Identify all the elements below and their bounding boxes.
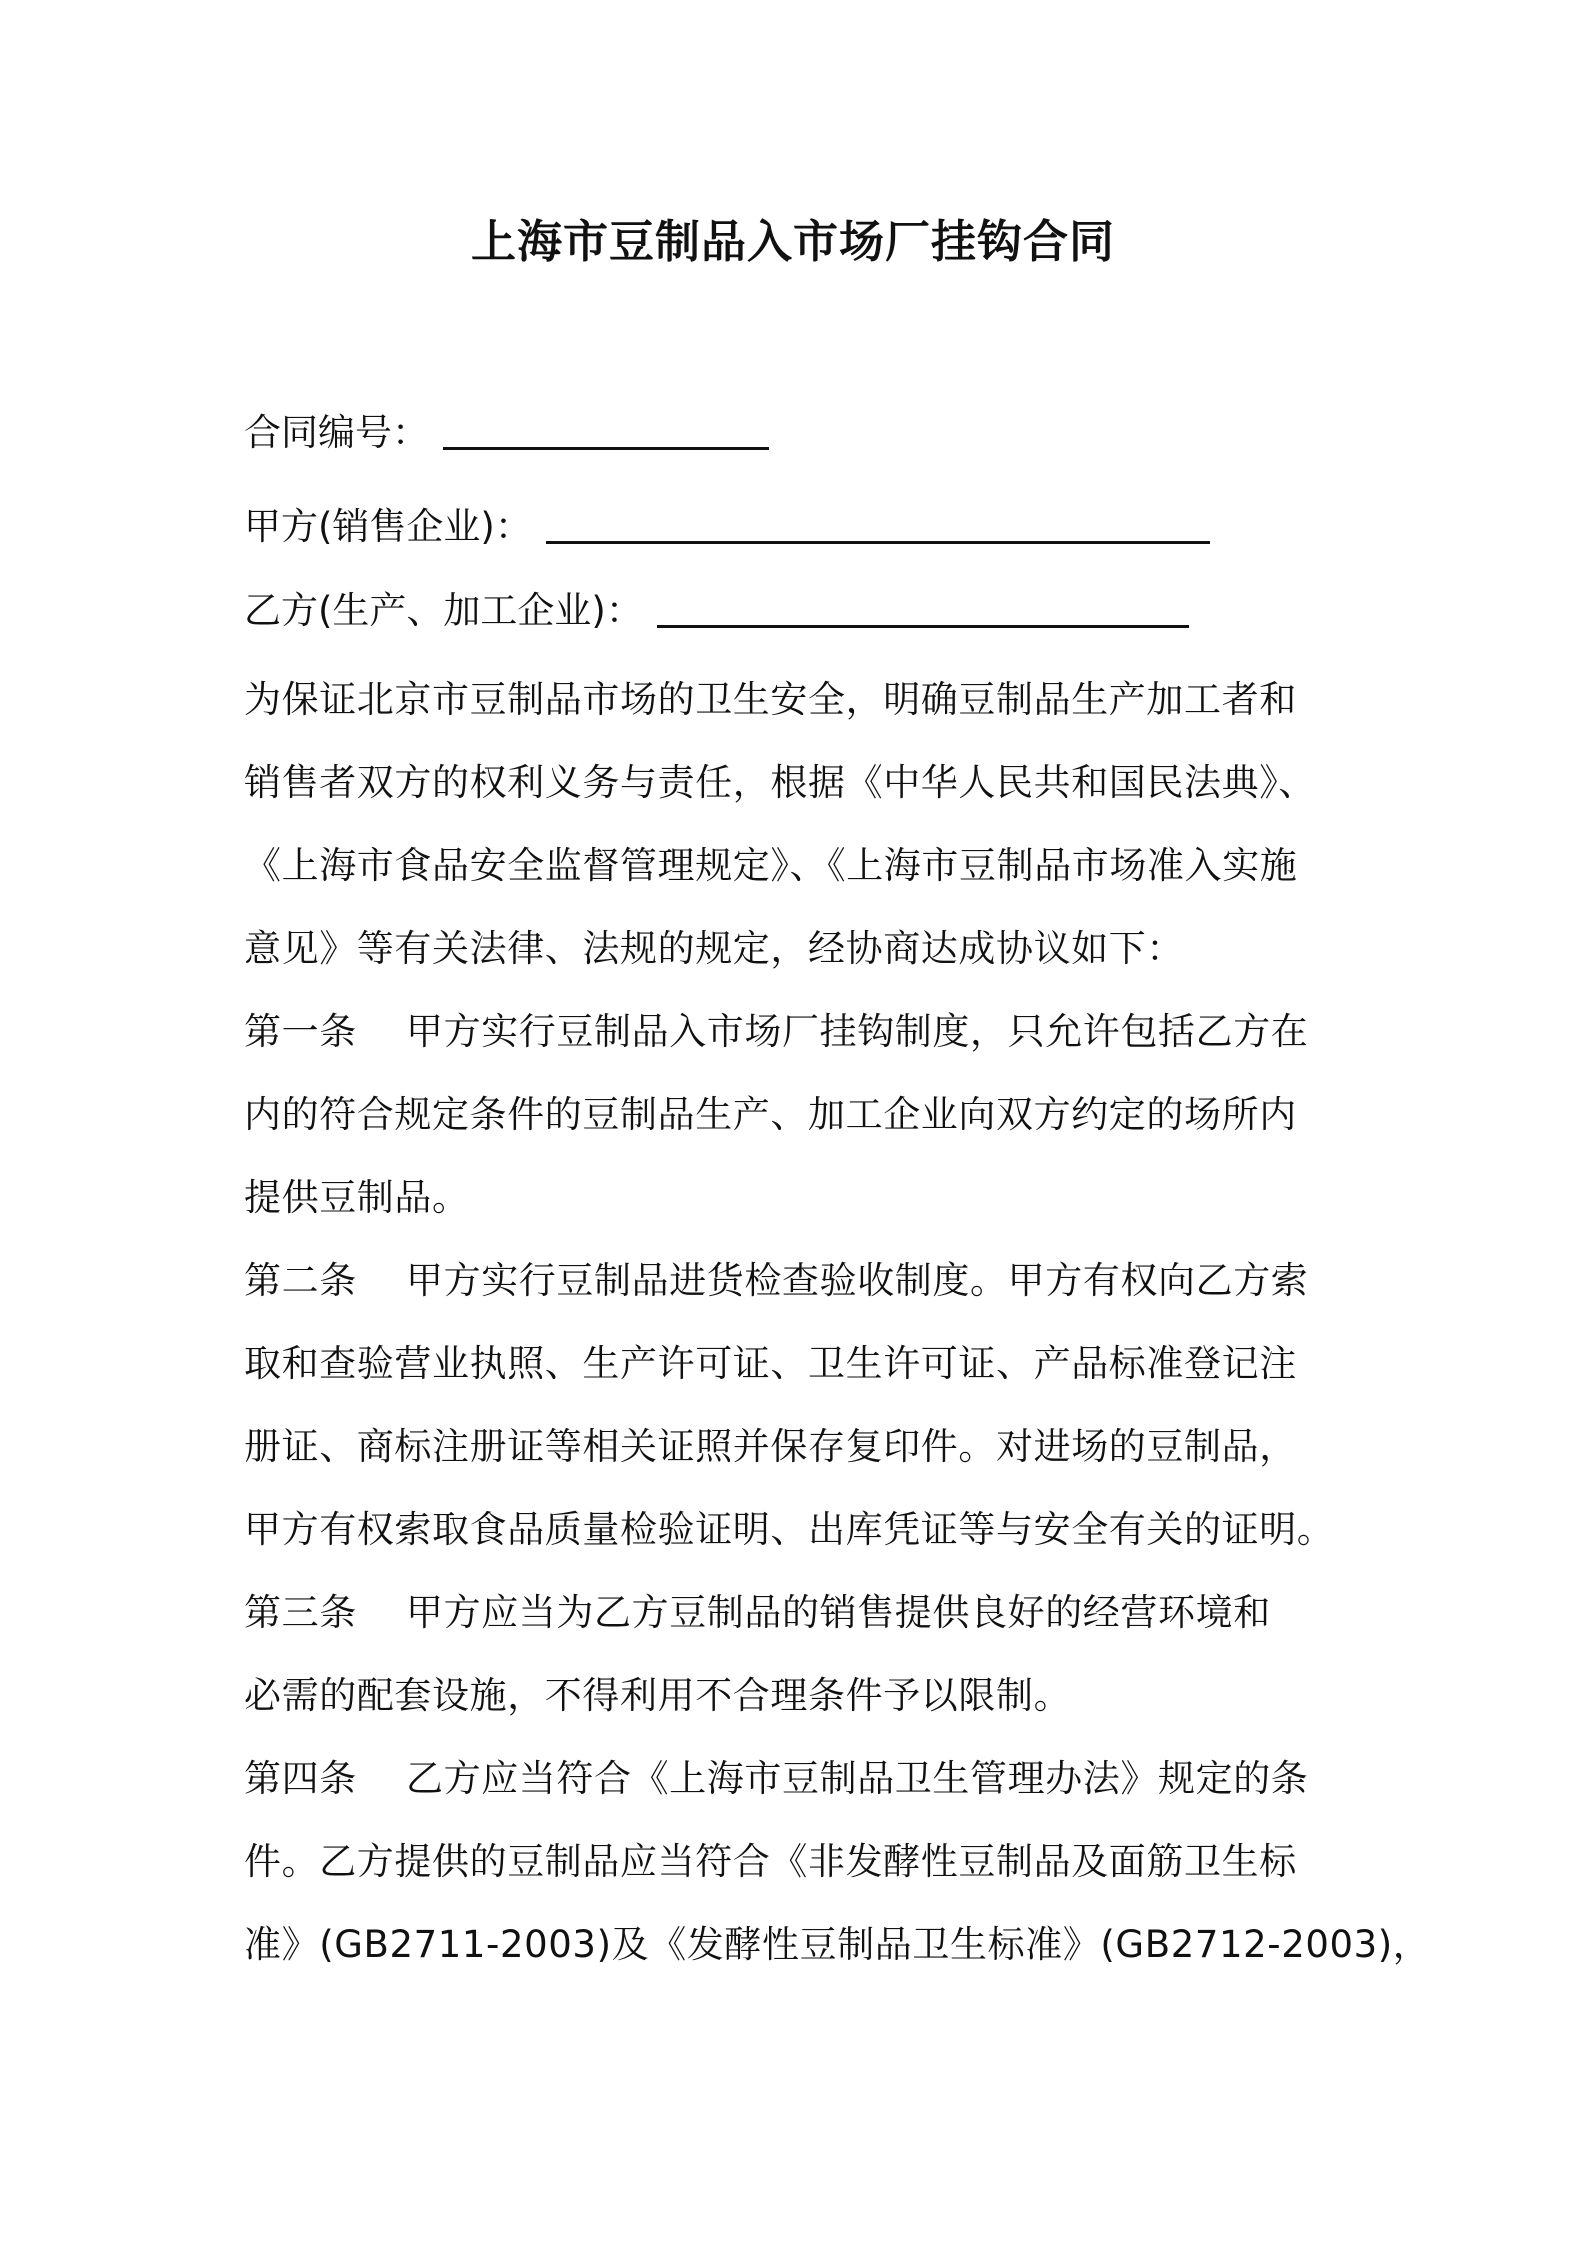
article-3-text: 甲方应当为乙方豆制品的销售提供良好的经营环境和: [406, 1591, 1271, 1634]
article-4-label: 第四条: [244, 1757, 357, 1800]
article-4-line: 准》(GB2711-2003)及《发酵性豆制品卫生标准》(GB2712-2003)，: [244, 1923, 1431, 1966]
article-2-label: 第二条: [244, 1259, 357, 1302]
preamble-line: 销售者双方的权利义务与责任，根据《中华人民共和国民法典》、: [244, 761, 1316, 804]
article-1-line: 内的符合规定条件的豆制品生产、加工企业向双方约定的场所内: [244, 1093, 1297, 1136]
preamble-line: 意见》等有关法律、法规的规定，经协商达成协议如下：: [244, 927, 1184, 970]
article-4-first-line: [244, 1737, 1372, 1820]
article-4-line: 件。乙方提供的豆制品应当符合《非发酵性豆制品及面筋卫生标: [244, 1840, 1297, 1883]
article-3-label: 第三条: [244, 1591, 357, 1634]
article-2-first-line: [244, 1239, 1372, 1322]
contract-number-field: [244, 408, 769, 458]
article-2-line: 甲方有权索取食品质量检验证明、出库凭证等与安全有关的证明。: [244, 1508, 1335, 1551]
article-3-line: 必需的配套设施，不得利用不合理条件予以限制。: [244, 1674, 1072, 1717]
contract-body: [244, 658, 1431, 1986]
party-b-field: [244, 586, 1189, 636]
article-1-text: 甲方实行豆制品入市场厂挂钩制度，只允许包括乙方在: [406, 1010, 1309, 1053]
article-2-line: 取和查验营业执照、生产许可证、卫生许可证、产品标准登记注: [244, 1342, 1297, 1385]
article-1-label: 第一条: [244, 1010, 357, 1053]
article-3-first-line: [244, 1571, 1372, 1654]
article-2-text: 甲方实行豆制品进货检查验收制度。甲方有权向乙方索: [406, 1259, 1309, 1302]
article-4-text: 乙方应当符合《上海市豆制品卫生管理办法》规定的条: [406, 1757, 1309, 1800]
contract-number-label: 合同编号：: [244, 411, 429, 454]
article-1-line: 提供豆制品。: [244, 1176, 470, 1219]
party-a-field: [244, 502, 1210, 552]
contract-number-blank: [443, 417, 769, 450]
preamble-line: 为保证北京市豆制品市场的卫生安全，明确豆制品生产加工者和: [244, 678, 1297, 721]
party-b-blank: [657, 595, 1189, 628]
article-2-line: 册证、商标注册证等相关证照并保存复印件。对进场的豆制品，: [244, 1425, 1297, 1468]
document-title: 上海市豆制品入市场厂挂钩合同: [470, 215, 1115, 268]
article-1-first-line: [244, 990, 1372, 1073]
party-a-label: 甲方(销售企业)：: [244, 505, 532, 548]
preamble-line: 《上海市食品安全监督管理规定》、《上海市豆制品市场准入实施: [244, 844, 1298, 887]
party-b-label: 乙方(生产、加工企业)：: [244, 589, 643, 632]
party-a-blank: [546, 511, 1210, 544]
